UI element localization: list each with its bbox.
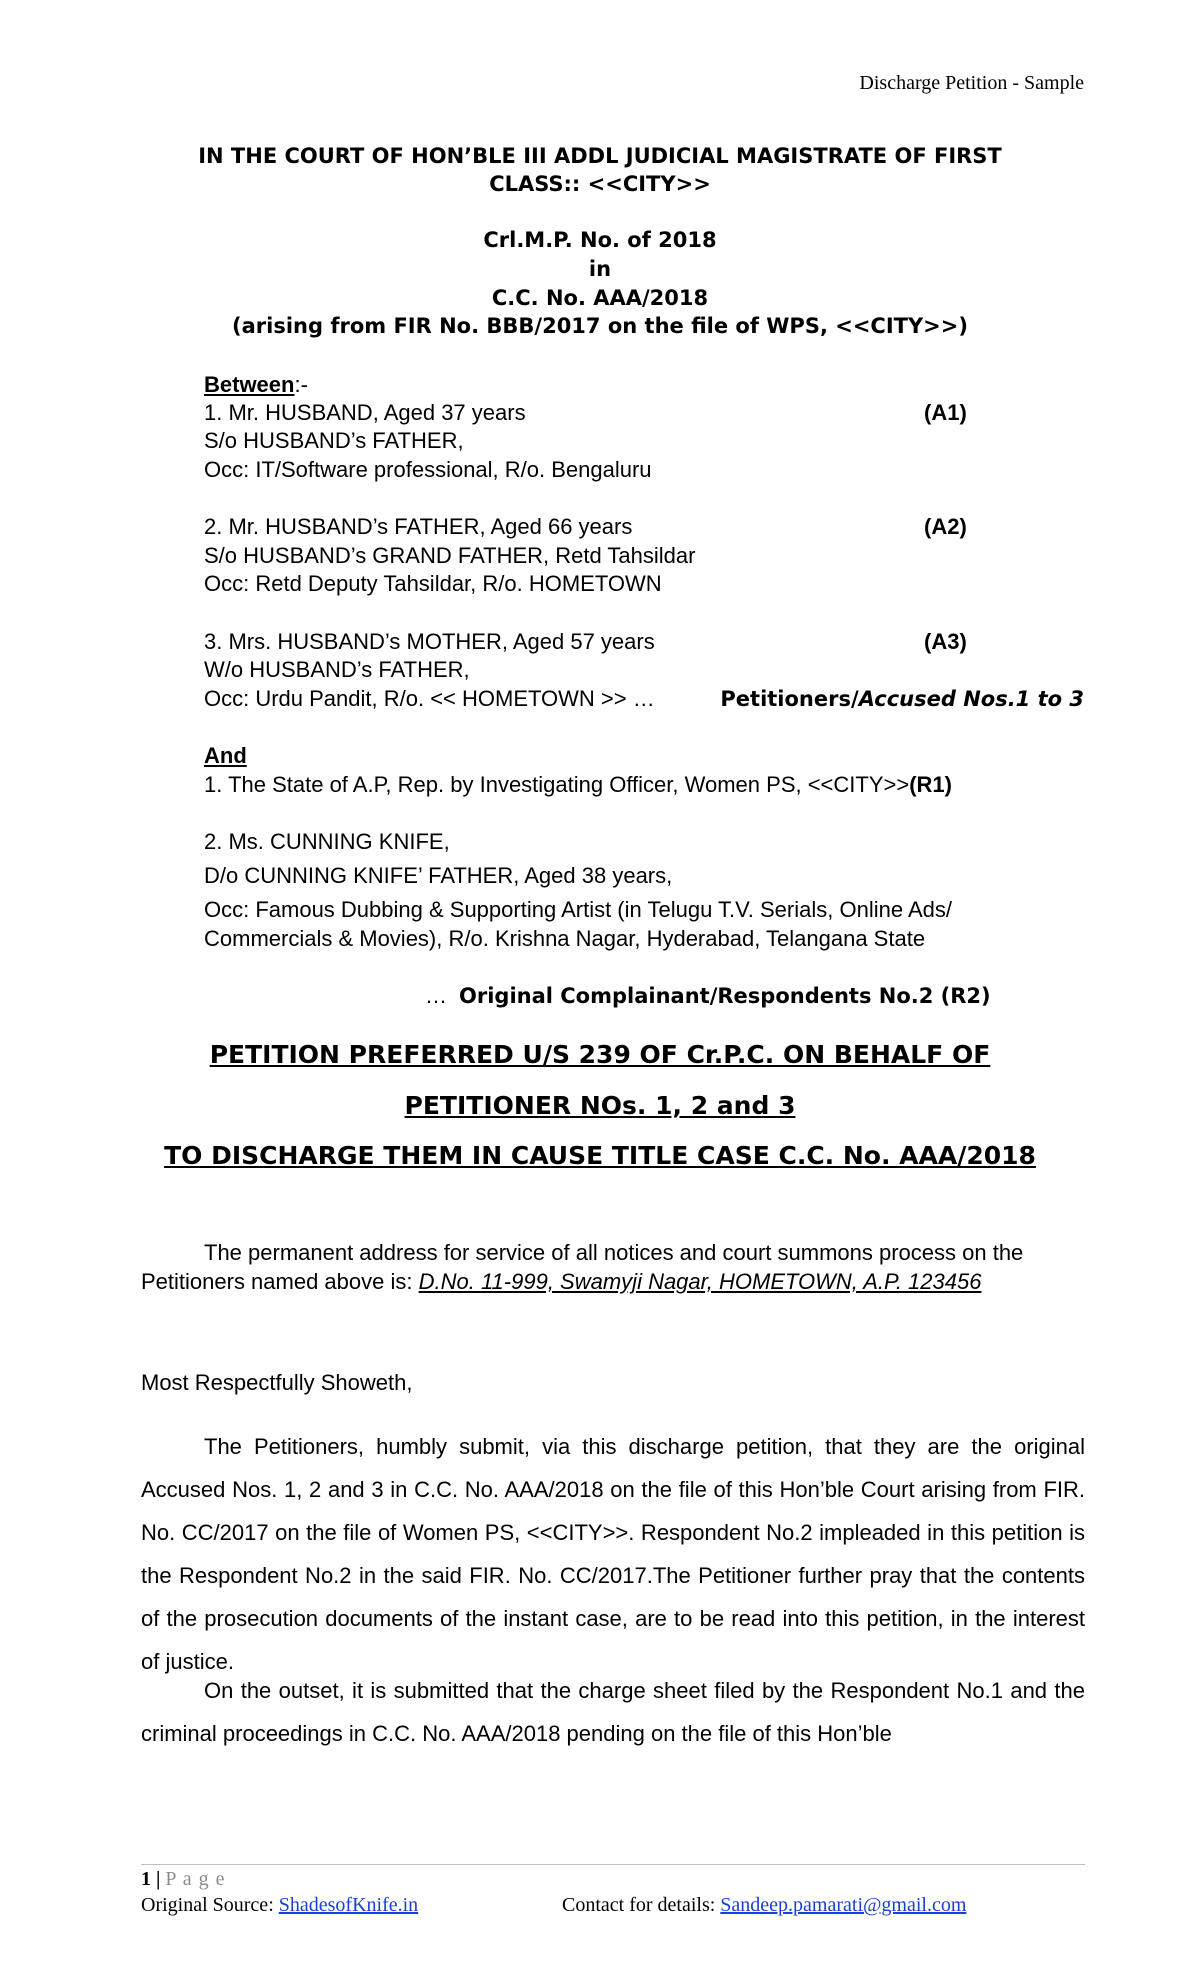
- respondent-2-line1: 2. Ms. CUNNING KNIFE,: [204, 829, 450, 854]
- petitioner-1-line2: S/o HUSBAND’s FATHER,: [204, 428, 464, 453]
- petitioner-1-tag: (A1): [924, 400, 967, 425]
- petitioner-3-line1: 3. Mrs. HUSBAND’s MOTHER, Aged 57 years: [204, 629, 655, 654]
- fir-arising: (arising from FIR No. BBB/2017 on the file of WPS, <<CITY>>): [232, 314, 968, 338]
- respondent-2-line3: Occ: Famous Dubbing & Supporting Artist (in Telugu T.V. Serials, Online Ads/: [204, 897, 952, 922]
- between-heading: [204, 372, 308, 398]
- paragraph-2: On the outset, it is submitted that the charge sheet filed by the Respondent No.1 and the criminal proceedings in C.C. No. AAA/2018 pending on the file of this Hon’ble: [141, 1678, 1085, 1746]
- petitioner-3-line2: W/o HUSBAND’s FATHER,: [204, 657, 470, 682]
- paragraph-1: The Petitioners, humbly submit, via this discharge petition, that they are the original Accused Nos. 1, 2 and 3 in C.C. No. AAA/2018 on the file of this Hon’ble Court arising from FIR. No. CC/2017 on the file of Women PS, <<CITY>>. Respondent No.2 impleaded in this petition is the Respondent No.2 in the said FIR. No. CC/2017.The Petitioner further pray that the contents of the prosecution documents of the instant case, are to be read into this petition, in the interest of justice.: [141, 1434, 1085, 1674]
- petitioner-2-line2: S/o HUSBAND’s GRAND FATHER, Retd Tahsildar: [204, 543, 696, 568]
- petitioner-3-tag: (A3): [924, 629, 967, 654]
- petitioner-3-line3: Occ: Urdu Pandit, R/o. << HOMETOWN >> …: [204, 686, 655, 711]
- contact-email-link[interactable]: Sandeep.pamarati@gmail.com: [720, 1894, 967, 1916]
- petition-title-line2: PETITIONER NOs. 1, 2 and 3: [404, 1091, 796, 1120]
- page-separator: |: [151, 1868, 166, 1890]
- address-line1: The permanent address for service of all notices and court summons process on the: [204, 1240, 1024, 1265]
- address-prefix: Petitioners named above is:: [141, 1269, 419, 1294]
- crlmp-number: Crl.M.P. No. of 2018: [483, 228, 717, 252]
- petitioners-label-text: Petitioners/: [720, 687, 859, 711]
- petitioner-1-line3: Occ: IT/Software professional, R/o. Bengaluru: [204, 457, 652, 482]
- case-in: in: [588, 257, 612, 281]
- petitioner-2-line3: Occ: Retd Deputy Tahsildar, R/o. HOMETOWN: [204, 571, 662, 596]
- petitioner-2-line1: 2. Mr. HUSBAND’s FATHER, Aged 66 years: [204, 514, 633, 539]
- between-label: Between: [204, 372, 295, 397]
- running-header: Discharge Petition - Sample: [859, 72, 1084, 94]
- and-heading: And: [204, 743, 247, 768]
- respondent-2-line2: D/o CUNNING KNIFE’ FATHER, Aged 38 years,: [204, 863, 673, 888]
- petition-title-line3: TO DISCHARGE THEM IN CAUSE TITLE CASE C.C. No. AAA/2018: [164, 1141, 1036, 1170]
- respondent-2-line4: Commercials & Movies), R/o. Krishna Nagar, Hyderabad, Telangana State: [204, 926, 926, 951]
- petitioners-label: [720, 687, 1084, 711]
- petitioners-label-italic: Accused Nos.1 to 3: [858, 687, 1084, 711]
- footer-contact: [562, 1894, 966, 1917]
- salutation: Most Respectfully Showeth,: [141, 1370, 413, 1395]
- cc-number: C.C. No. AAA/2018: [491, 286, 709, 310]
- address-value: D.No. 11-999, Swamyji Nagar, HOMETOWN, A.P. 123456: [418, 1269, 982, 1294]
- court-name-line1: IN THE COURT OF HON’BLE III ADDL JUDICIAL MAGISTRATE OF FIRST: [198, 144, 1002, 168]
- footer-source: [141, 1894, 418, 1917]
- petitioner-2-tag: (A2): [924, 514, 967, 539]
- contact-label: Contact for details:: [562, 1894, 721, 1916]
- source-label: Original Source:: [141, 1894, 279, 1916]
- page-number: 1: [141, 1868, 151, 1890]
- address-line2: [141, 1269, 981, 1295]
- source-link[interactable]: ShadesofKnife.in: [278, 1894, 419, 1916]
- petitioner-1-line1: 1. Mr. HUSBAND, Aged 37 years: [204, 400, 526, 425]
- page-number-line: [141, 1868, 226, 1891]
- respondent-2-ellipsis: …: [425, 983, 447, 1008]
- page-word: P a g e: [165, 1868, 226, 1890]
- respondent-1: [204, 772, 952, 798]
- respondent-1-tag: (R1): [909, 772, 952, 797]
- respondent-2-label: Original Complainant/Respondents No.2 (R2): [459, 984, 991, 1008]
- respondent-1-text: 1. The State of A.P, Rep. by Investigating Officer, Women PS, <<CITY>>: [204, 772, 910, 797]
- petition-title-line1: PETITION PREFERRED U/S 239 OF Cr.P.C. ON BEHALF OF: [209, 1040, 991, 1069]
- between-suffix: :-: [294, 372, 308, 397]
- court-name-line2: CLASS:: <<CITY>>: [489, 172, 711, 196]
- footer-rule: [141, 1864, 1085, 1865]
